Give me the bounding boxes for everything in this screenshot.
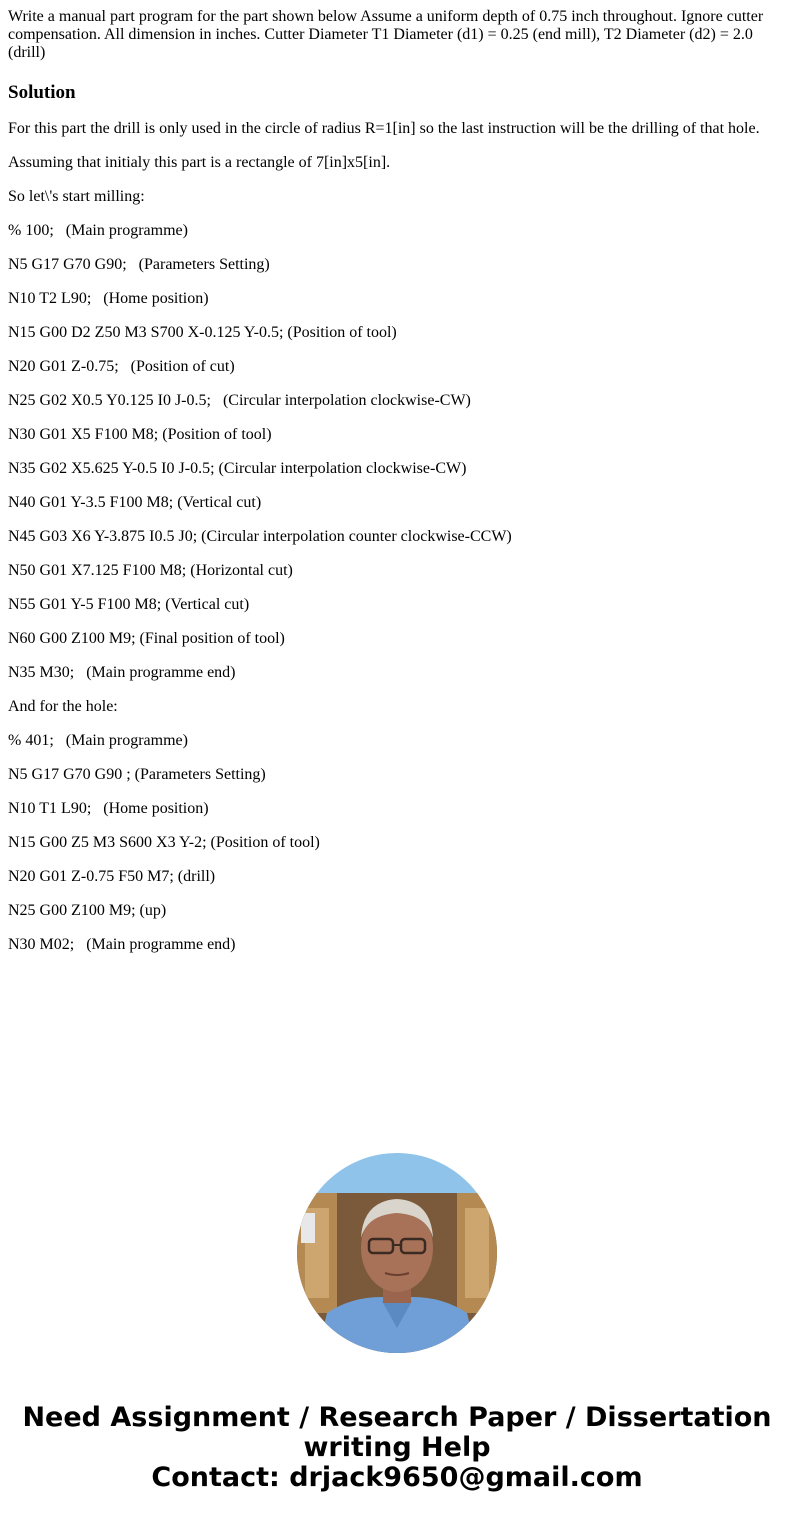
solution-line: And for the hole: (8, 698, 118, 715)
solution-line: N35 M30; (Main programme end) (8, 664, 236, 681)
solution-line: N50 G01 X7.125 F100 M8; (Horizontal cut) (8, 562, 293, 579)
footer-contact: Contact: drjack9650@gmail.com (151, 1462, 643, 1493)
solution-line: N60 G00 Z100 M9; (Final position of tool) (8, 630, 285, 647)
author-avatar (297, 1153, 497, 1353)
solution-line: N15 G00 Z5 M3 S600 X3 Y-2; (Position of tool) (8, 834, 320, 851)
solution-line: N20 G01 Z-0.75; (Position of cut) (8, 358, 235, 375)
solution-line: N25 G00 Z100 M9; (up) (8, 902, 167, 919)
footer-line-2: writing Help (303, 1432, 491, 1463)
solution-line: N25 G02 X0.5 Y0.125 I0 J-0.5; (Circular interpolation clockwise-CW) (8, 392, 471, 409)
footer-banner (0, 1403, 794, 1493)
solution-line: N20 G01 Z-0.75 F50 M7; (drill) (8, 868, 216, 885)
document-body (8, 8, 786, 970)
solution-line: N30 G01 X5 F100 M8; (Position of tool) (8, 426, 272, 443)
solution-line: N15 G00 D2 Z50 M3 S700 X-0.125 Y-0.5; (Position of tool) (8, 324, 397, 341)
solution-line: N10 T1 L90; (Home position) (8, 800, 209, 817)
solution-line: % 100; (Main programme) (8, 222, 188, 239)
solution-line: N45 G03 X6 Y-3.875 I0.5 J0; (Circular interpolation counter clockwise-CCW) (8, 528, 512, 545)
solution-line: N40 G01 Y-3.5 F100 M8; (Vertical cut) (8, 494, 262, 511)
solution-line: N35 G02 X5.625 Y-0.5 I0 J-0.5; (Circular interpolation clockwise-CW) (8, 460, 467, 477)
avatar-photo-icon (297, 1153, 497, 1353)
solution-line: N10 T2 L90; (Home position) (8, 290, 209, 307)
solution-line: % 401; (Main programme) (8, 732, 188, 749)
solution-line: N30 M02; (Main programme end) (8, 936, 236, 953)
solution-line: So let\'s start milling: (8, 188, 145, 205)
solution-line: N5 G17 G70 G90; (Parameters Setting) (8, 256, 270, 273)
question-text: Write a manual part program for the part shown below Assume a uniform depth of 0.75 inch throughout. Ignore cutter compensation. All dimension in inches. Cutter Diameter T1 Diameter (d1) = 0.25 (end mill), T2 Diameter (d2) = 2.0 (drill) (8, 8, 764, 61)
solution-line: Assuming that initialy this part is a rectangle of 7[in]x5[in]. (8, 154, 391, 171)
solution-line: For this part the drill is only used in the circle of radius R=1[in] so the last instruction will be the drilling of that hole. (8, 120, 760, 137)
solution-lines (8, 120, 786, 954)
solution-line: N5 G17 G70 G90 ; (Parameters Setting) (8, 766, 266, 783)
footer-line-1: Need Assignment / Research Paper / Dissertation (22, 1402, 772, 1433)
solution-line: N55 G01 Y-5 F100 M8; (Vertical cut) (8, 596, 250, 613)
solution-heading: Solution (8, 82, 76, 103)
